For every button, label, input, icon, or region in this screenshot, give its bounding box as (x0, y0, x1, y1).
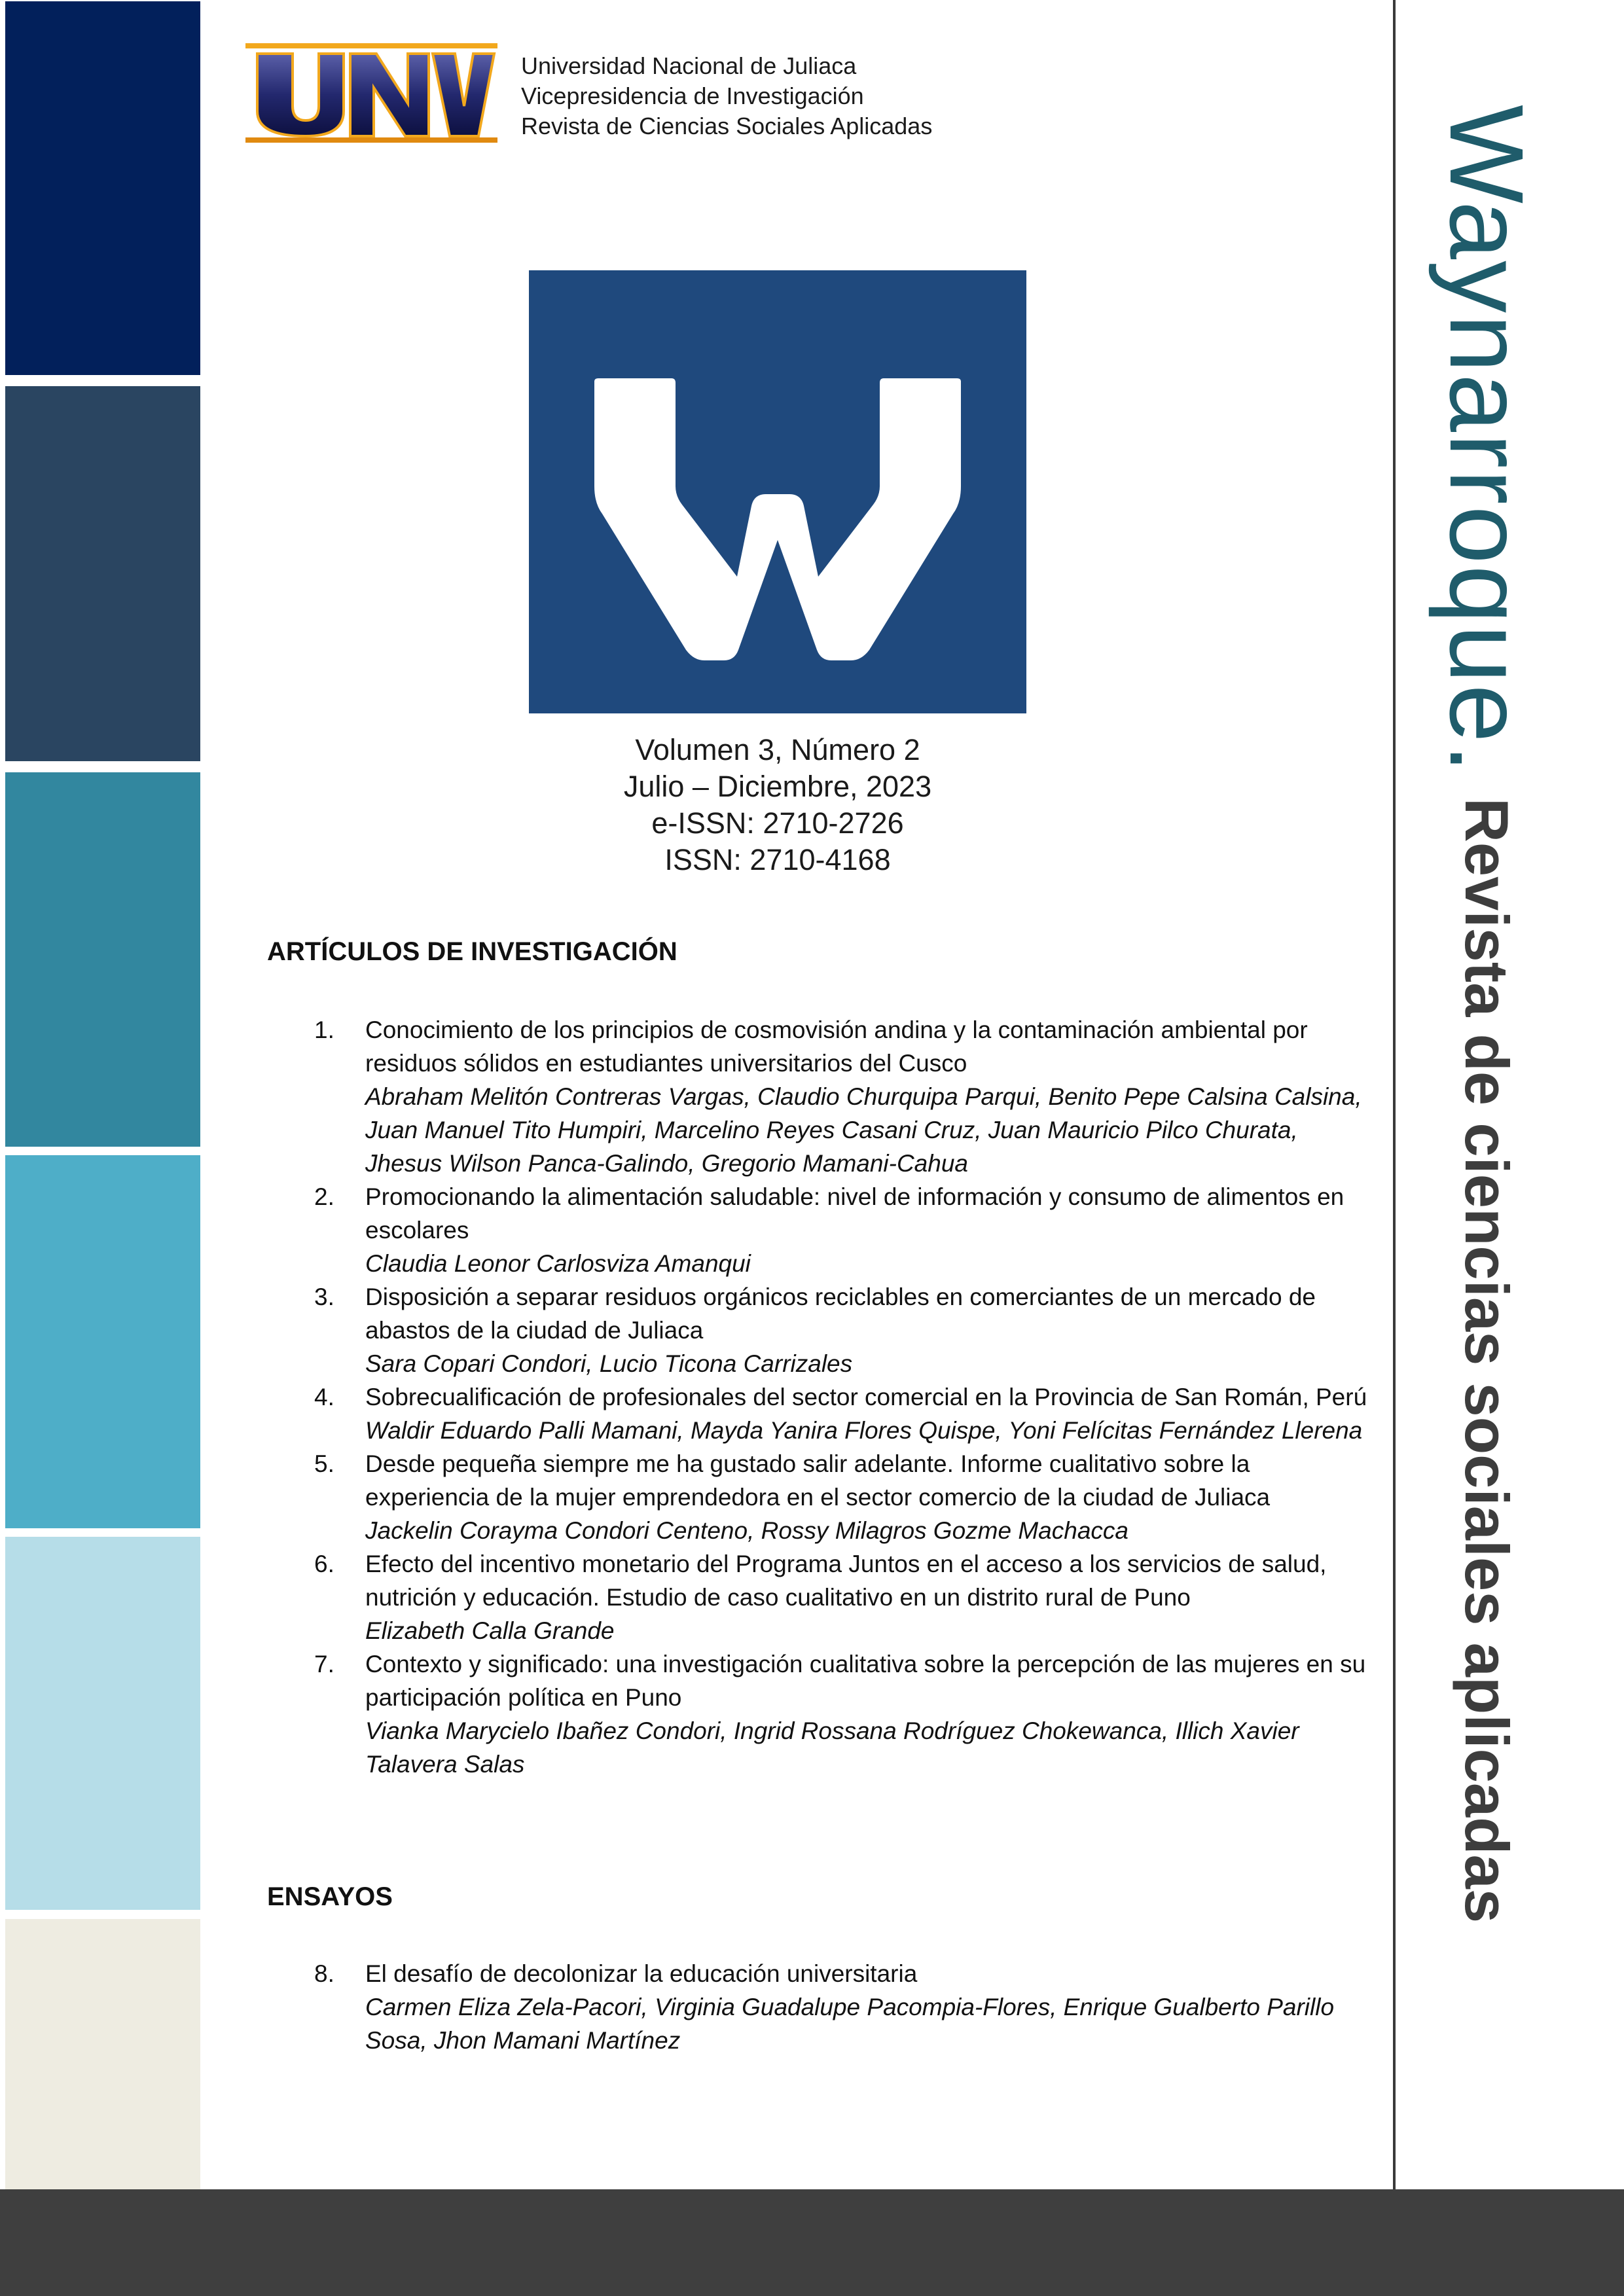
list-item[interactable] (267, 1547, 1380, 1647)
footer-bar (0, 2189, 1624, 2296)
institution-name: Universidad Nacional de Juliaca (521, 52, 857, 79)
stripe-light-blue (5, 1537, 200, 1910)
article-title[interactable]: El desafío de decolonizar la educación universitaria (365, 1960, 918, 1987)
article-authors: Waldir Eduardo Palli Mamani, Mayda Yanira Flores Quispe, Yoni Felícitas Fernández Llerena (365, 1417, 1363, 1444)
journal-subtitle: Revista de ciencias sociales aplicadas (1453, 797, 1521, 1924)
article-authors: Sara Copari Condori, Lucio Ticona Carrizales (365, 1350, 853, 1377)
item-number: 2. (314, 1183, 334, 1210)
article-authors: Vianka Marycielo Ibañez Condori, Ingrid Rossana Rodríguez Chokewanca, Illich Xavier Talavera Salas (365, 1717, 1299, 1778)
list-item[interactable] (267, 1447, 1380, 1547)
stripe-teal (5, 772, 200, 1147)
institution-header (521, 51, 932, 141)
issn: ISSN: 2710-4168 (664, 843, 891, 876)
stripe-cream (5, 1919, 200, 2193)
section-heading-research: ARTÍCULOS DE INVESTIGACIÓN (267, 937, 677, 966)
volume-number: Volumen 3, Número 2 (635, 733, 920, 766)
vice-presidency-name: Vicepresidencia de Investigación (521, 82, 864, 109)
eissn: e-ISSN: 2710-2726 (651, 806, 904, 840)
article-authors: Carmen Eliza Zela-Pacori, Virginia Guadalupe Pacompia-Flores, Enrique Gualberto Parillo Sosa, Jhon Mamani Martínez (365, 1994, 1335, 2054)
article-title[interactable]: Disposición a separar residuos orgánicos reciclables en comerciantes de un mercado de abastos de la ciudad de Juliaca (365, 1283, 1316, 1344)
section-heading-essays: ENSAYOS (267, 1882, 393, 1911)
stripe-navy (5, 1, 200, 375)
stripe-slate (5, 386, 200, 761)
item-number: 4. (314, 1384, 334, 1410)
item-number: 5. (314, 1450, 334, 1477)
journal-series-name: Revista de Ciencias Sociales Aplicadas (521, 113, 933, 139)
list-item[interactable] (267, 1380, 1380, 1447)
issue-period: Julio – Diciembre, 2023 (623, 770, 932, 803)
item-number: 3. (314, 1283, 334, 1310)
item-number: 6. (314, 1551, 334, 1577)
list-item[interactable] (267, 1280, 1380, 1380)
w-logo (529, 270, 1026, 713)
article-title[interactable]: Contexto y significado: una investigación cualitativa sobre la percepción de las mujeres en su participación política en Puno (365, 1651, 1366, 1711)
essays-list (267, 1957, 1380, 2057)
article-title[interactable]: Promocionando la alimentación saludable: nivel de información y consumo de alimentos en escolares (365, 1183, 1344, 1244)
item-number: 1. (314, 1016, 334, 1043)
article-authors: Claudia Leonor Carlosviza Amanqui (365, 1250, 751, 1277)
journal-title-vertical (1418, 105, 1555, 2068)
universidad-nacional-juliaca-logo (245, 41, 497, 145)
article-authors: Elizabeth Calla Grande (365, 1617, 615, 1644)
article-title[interactable]: Sobrecualificación de profesionales del sector comercial en la Provincia de San Román, Perú (365, 1384, 1367, 1410)
issue-info (529, 732, 1026, 878)
list-item[interactable] (267, 1180, 1380, 1280)
list-item[interactable] (267, 1013, 1380, 1180)
journal-title: Waynarroque. (1428, 105, 1545, 774)
article-authors: Abraham Melitón Contreras Vargas, Claudio Churquipa Parqui, Benito Pepe Calsina Calsina, Juan Manuel Tito Humpiri, Marcelino Reyes Casani Cruz, Juan Mauricio Pilco Churata, Jhesus Wilson Panca-Galindo, Gregorio Mamani-Cahua (365, 1083, 1362, 1177)
article-title[interactable]: Efecto del incentivo monetario del Programa Juntos en el acceso a los servicios de salud, nutrición y educación. Estudio de caso cualitativo en un distrito rural de Puno (365, 1551, 1327, 1611)
article-authors: Jackelin Corayma Condori Centeno, Rossy Milagros Gozme Machacca (365, 1517, 1128, 1544)
item-number: 8. (314, 1960, 334, 1987)
article-title[interactable]: Desde pequeña siempre me ha gustado salir adelante. Informe cualitativo sobre la experiencia de la mujer emprendedora en el sector comercio de la ciudad de Juliaca (365, 1450, 1271, 1511)
vertical-divider (1393, 0, 1396, 2189)
list-item[interactable] (267, 1647, 1380, 1781)
stripe-turquoise (5, 1155, 200, 1528)
research-articles-list (267, 1013, 1380, 1781)
article-title[interactable]: Conocimiento de los principios de cosmovisión andina y la contaminación ambiental por residuos sólidos en estudiantes universitarios del Cusco (365, 1016, 1308, 1077)
item-number: 7. (314, 1651, 334, 1677)
list-item[interactable] (267, 1957, 1380, 2057)
